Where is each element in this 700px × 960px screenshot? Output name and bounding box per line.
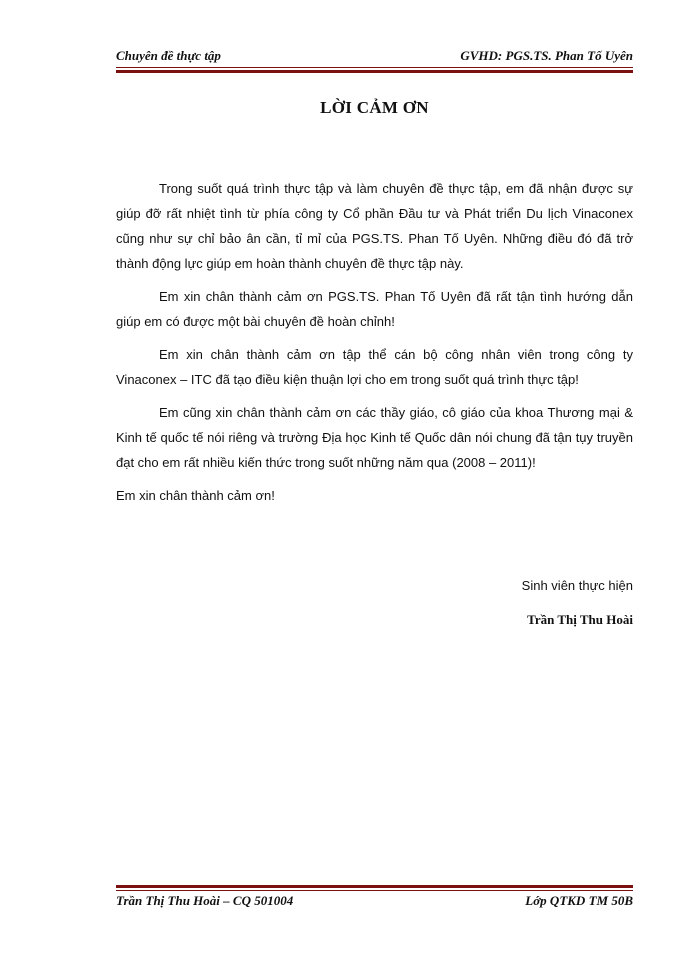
signature-name: Trần Thị Thu Hoài xyxy=(527,612,633,627)
paragraph-2: Em xin chân thành cảm ơn PGS.TS. Phan Tố Uyên đã rất tận tình hướng dẫn giúp em có được một bài chuyên đề hoàn chỉnh! xyxy=(116,289,633,329)
header-rule-thin xyxy=(116,67,633,68)
document-body xyxy=(116,176,633,516)
closing-line: Em xin chân thành cảm ơn! xyxy=(116,488,275,503)
signature-role: Sinh viên thực hiện xyxy=(521,578,633,593)
paragraph-1: Trong suốt quá trình thực tập và làm chuyên đề thực tập, em đã nhận được sự giúp đỡ rất nhiệt tình từ phía công ty Cổ phần Đầu tư và Phát triển Du lịch Vinaconex cũng như sự chỉ bảo ân cần, tỉ mỉ của PGS.TS. Phan Tố Uyên. Những điều đó đã trở thành động lực giúp em hoàn thành chuyên đề thực tập này. xyxy=(116,181,633,271)
paragraph-3: Em xin chân thành cảm ơn tập thể cán bộ công nhân viên trong công ty Vinaconex – ITC đã tạo điều kiện thuận lợi cho em trong suốt quá trình thực tập! xyxy=(116,347,633,387)
header-document-type: Chuyên đề thực tập xyxy=(116,48,221,63)
header-rule-thick xyxy=(116,70,633,73)
header-supervisor: GVHD: PGS.TS. Phan Tố Uyên xyxy=(460,48,633,63)
footer-rule-thick xyxy=(116,885,633,888)
footer-author: Trần Thị Thu Hoài – CQ 501004 xyxy=(116,893,294,908)
footer-rule-thin xyxy=(116,890,633,891)
footer-class: Lớp QTKD TM 50B xyxy=(525,893,633,908)
paragraph-4: Em cũng xin chân thành cảm ơn các thầy giáo, cô giáo của khoa Thương mại & Kinh tế quốc tế nói riêng và trường Địa học Kinh tế Quốc dân nói chung đã tận tụy truyền đạt cho em rất nhiều kiến thức trong suốt những năm qua (2008 – 2011)! xyxy=(116,405,633,470)
page-header xyxy=(116,48,633,66)
page-title: LỜI CẢM ƠN xyxy=(320,98,429,117)
page-footer xyxy=(116,893,633,911)
